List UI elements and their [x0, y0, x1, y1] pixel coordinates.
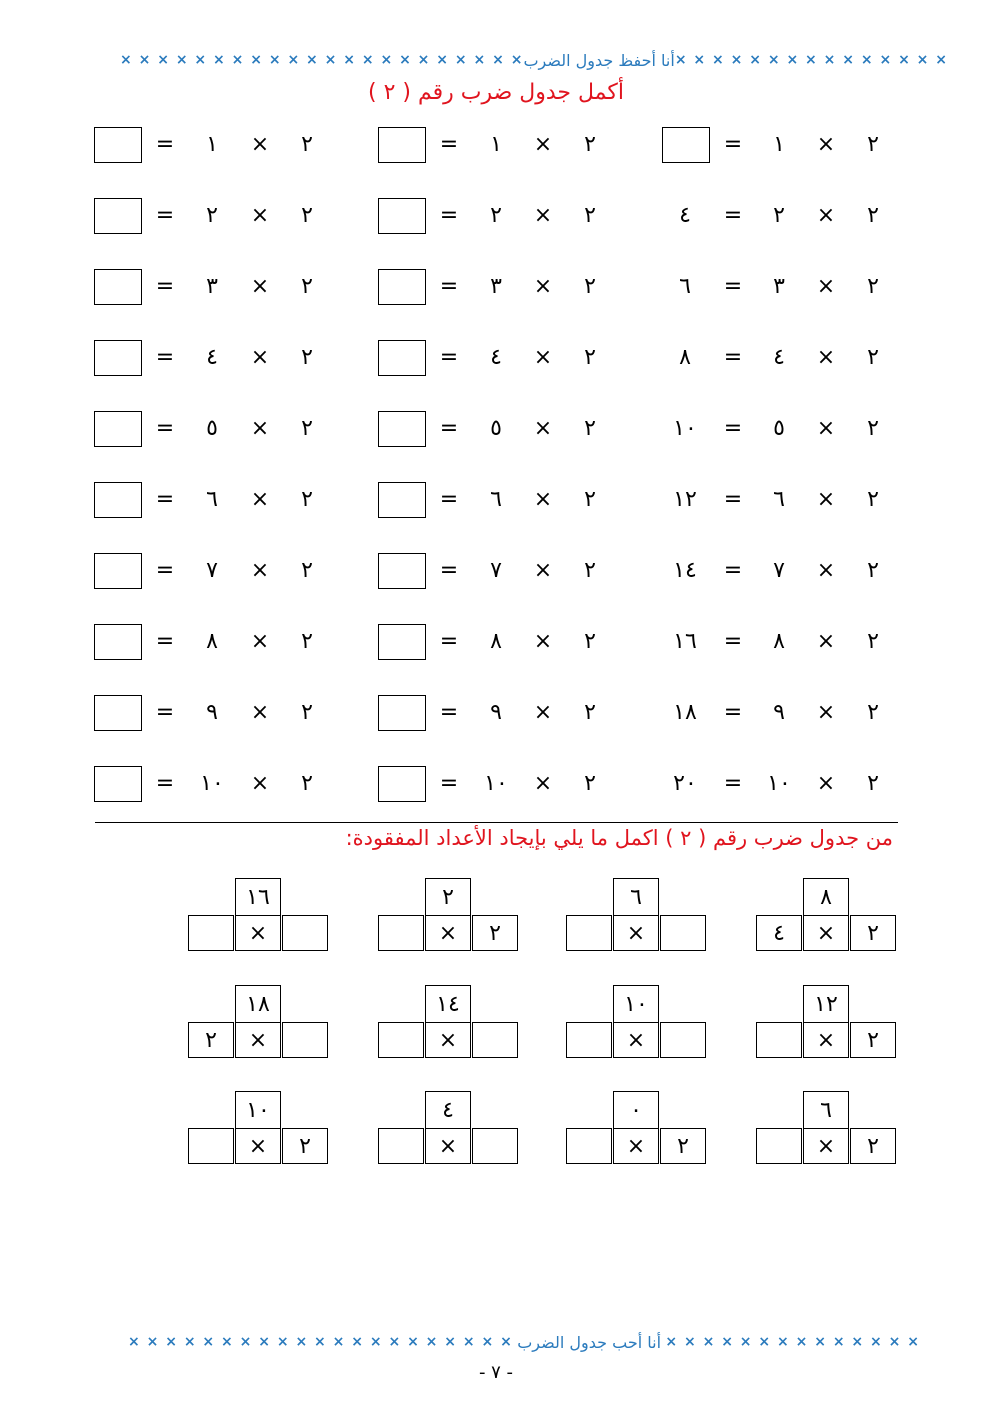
times-sign: × [816, 629, 836, 654]
answer-value: ١٤ [673, 558, 697, 583]
times-sign: × [816, 416, 836, 441]
answer-value: ١٢ [673, 487, 697, 512]
factor-two: ٢ [301, 416, 313, 441]
factor-two: ٢ [867, 771, 879, 796]
times-sign: × [816, 771, 836, 796]
tile-left-factor[interactable] [378, 1128, 424, 1164]
answer-value: ٤ [679, 203, 691, 228]
equals-sign: = [723, 629, 743, 654]
tile-product: ١٠ [613, 985, 659, 1023]
factor-n: ٤ [206, 345, 218, 370]
equals-sign: = [723, 771, 743, 796]
header-band-text: أنا أحفظ جدول الضرب [523, 50, 675, 70]
tile-times-sign: × [425, 915, 471, 951]
equals-sign: = [723, 274, 743, 299]
missing-number-tile [378, 985, 520, 1065]
equals-sign: = [155, 345, 175, 370]
equals-sign: = [439, 629, 459, 654]
equals-sign: = [155, 771, 175, 796]
answer-box[interactable] [94, 411, 142, 447]
header-band [120, 48, 949, 72]
answer-box[interactable] [378, 411, 426, 447]
times-sign: × [533, 629, 553, 654]
factor-n: ٨ [490, 629, 502, 654]
times-sign: × [533, 132, 553, 157]
factor-two: ٢ [301, 558, 313, 583]
answer-box[interactable] [94, 624, 142, 660]
tile-right-factor: ٢ [660, 1128, 706, 1164]
factor-two: ٢ [584, 274, 596, 299]
footer-band [128, 1330, 920, 1354]
answer-value: ٨ [679, 345, 691, 370]
answer-box[interactable] [94, 482, 142, 518]
factor-n: ٢ [773, 203, 785, 228]
equals-sign: = [439, 345, 459, 370]
tile-left-factor[interactable] [188, 915, 234, 951]
times-sign: × [533, 416, 553, 441]
factor-two: ٢ [867, 203, 879, 228]
page-number: - ٧ - [478, 1362, 514, 1383]
equals-sign: = [723, 132, 743, 157]
equals-sign: = [439, 558, 459, 583]
tile-left-factor[interactable] [566, 915, 612, 951]
footer-band-text: أنا أحب جدول الضرب [517, 1332, 662, 1352]
factor-n: ٧ [773, 558, 785, 583]
tile-left-factor: ٤ [756, 915, 802, 951]
times-sign: × [533, 203, 553, 228]
times-sign: × [250, 487, 270, 512]
equals-sign: = [155, 629, 175, 654]
tile-left-factor[interactable] [188, 1128, 234, 1164]
answer-box[interactable] [378, 695, 426, 731]
answer-box[interactable] [94, 198, 142, 234]
equals-sign: = [155, 132, 175, 157]
cross-marks-left: × × × × × × × × × × × × × × × × × × × × × [128, 1334, 513, 1350]
tile-times-sign: × [803, 1128, 849, 1164]
factor-n: ٦ [773, 487, 785, 512]
equals-sign: = [439, 132, 459, 157]
factor-n: ٣ [206, 274, 218, 299]
factor-two: ٢ [867, 700, 879, 725]
factor-two: ٢ [584, 416, 596, 441]
factor-two: ٢ [301, 274, 313, 299]
answer-box[interactable] [94, 340, 142, 376]
factor-n: ٦ [206, 487, 218, 512]
factor-two: ٢ [867, 487, 879, 512]
factor-n: ٣ [773, 274, 785, 299]
tile-times-sign: × [803, 1022, 849, 1058]
factor-two: ٢ [301, 700, 313, 725]
factor-n: ١٠ [484, 771, 508, 796]
factor-two: ٢ [584, 203, 596, 228]
equals-sign: = [155, 203, 175, 228]
factor-n: ٩ [490, 700, 502, 725]
factor-n: ٣ [490, 274, 502, 299]
times-sign: × [250, 771, 270, 796]
factor-n: ٥ [206, 416, 218, 441]
factor-two: ٢ [301, 771, 313, 796]
answer-box[interactable] [662, 127, 710, 163]
equals-sign: = [439, 700, 459, 725]
factor-two: ٢ [301, 629, 313, 654]
cross-marks-right: × × × × × × × × × × × × × × × [674, 52, 949, 68]
equals-sign: = [155, 558, 175, 583]
times-sign: × [250, 700, 270, 725]
factor-n: ٧ [490, 558, 502, 583]
factor-n: ٩ [773, 700, 785, 725]
factor-n: ٥ [773, 416, 785, 441]
times-sign: × [250, 629, 270, 654]
tile-left-factor[interactable] [378, 915, 424, 951]
factor-n: ٦ [490, 487, 502, 512]
tile-product: ٦ [803, 1091, 849, 1129]
factor-two: ٢ [867, 416, 879, 441]
tile-product: ١٤ [425, 985, 471, 1023]
factor-two: ٢ [867, 274, 879, 299]
section-instruction: من جدول ضرب رقم ( ٢ ) اكمل ما يلي بإيجاد الأعداد المفقودة: [345, 826, 893, 850]
tile-times-sign: × [235, 1128, 281, 1164]
answer-value: ١٦ [673, 629, 697, 654]
times-sign: × [816, 132, 836, 157]
answer-value: ٦ [679, 274, 691, 299]
missing-number-tile [188, 1091, 330, 1171]
answer-box[interactable] [378, 198, 426, 234]
missing-number-tile [378, 1091, 520, 1171]
factor-two: ٢ [584, 345, 596, 370]
times-sign: × [250, 558, 270, 583]
factor-n: ١ [773, 132, 785, 157]
times-sign: × [816, 700, 836, 725]
factor-n: ١٠ [200, 771, 224, 796]
times-sign: × [533, 345, 553, 370]
times-sign: × [816, 558, 836, 583]
factor-n: ٨ [206, 629, 218, 654]
times-sign: × [250, 132, 270, 157]
tile-right-factor[interactable] [472, 1022, 518, 1058]
times-sign: × [250, 416, 270, 441]
cross-marks-right: × × × × × × × × × × × × × × [665, 1334, 920, 1350]
cross-marks-left: × × × × × × × × × × × × × × × × × × × × × × [120, 52, 524, 68]
missing-number-tile [566, 878, 708, 958]
factor-n: ٢ [490, 203, 502, 228]
equals-sign: = [155, 487, 175, 512]
tile-left-factor: ٢ [188, 1022, 234, 1058]
tile-left-factor[interactable] [378, 1022, 424, 1058]
tile-times-sign: × [613, 1128, 659, 1164]
tile-times-sign: × [613, 915, 659, 951]
times-sign: × [533, 487, 553, 512]
tile-left-factor[interactable] [566, 1022, 612, 1058]
tile-right-factor[interactable] [472, 1128, 518, 1164]
answer-value: ٢٠ [673, 771, 697, 796]
factor-n: ١٠ [767, 771, 791, 796]
tile-right-factor[interactable] [282, 1022, 328, 1058]
factor-n: ٨ [773, 629, 785, 654]
times-sign: × [816, 203, 836, 228]
equals-sign: = [723, 558, 743, 583]
factor-two: ٢ [584, 132, 596, 157]
factor-two: ٢ [584, 558, 596, 583]
tile-left-factor[interactable] [756, 1128, 802, 1164]
tile-times-sign: × [803, 915, 849, 951]
factor-two: ٢ [301, 132, 313, 157]
tile-times-sign: × [425, 1128, 471, 1164]
factor-two: ٢ [301, 203, 313, 228]
factor-n: ٢ [206, 203, 218, 228]
tile-right-factor: ٢ [850, 915, 896, 951]
tile-product: ٢ [425, 878, 471, 916]
tile-right-factor: ٢ [850, 1022, 896, 1058]
answer-box[interactable] [378, 553, 426, 589]
factor-n: ٤ [490, 345, 502, 370]
factor-two: ٢ [867, 558, 879, 583]
equals-sign: = [723, 416, 743, 441]
answer-box[interactable] [378, 340, 426, 376]
factor-n: ١ [206, 132, 218, 157]
tile-right-factor[interactable] [660, 915, 706, 951]
missing-number-tile [756, 878, 898, 958]
tile-left-factor[interactable] [566, 1128, 612, 1164]
factor-two: ٢ [867, 629, 879, 654]
factor-n: ٩ [206, 700, 218, 725]
factor-n: ٧ [206, 558, 218, 583]
tile-product: ١٠ [235, 1091, 281, 1129]
tile-right-factor: ٢ [472, 915, 518, 951]
factor-two: ٢ [584, 487, 596, 512]
missing-number-tile [378, 878, 520, 958]
tile-right-factor[interactable] [660, 1022, 706, 1058]
answer-box[interactable] [378, 624, 426, 660]
tile-product: ١٢ [803, 985, 849, 1023]
factor-two: ٢ [584, 700, 596, 725]
factor-two: ٢ [584, 771, 596, 796]
factor-n: ٤ [773, 345, 785, 370]
times-sign: × [250, 203, 270, 228]
equals-sign: = [155, 700, 175, 725]
tile-times-sign: × [235, 915, 281, 951]
missing-number-tile [566, 985, 708, 1065]
factor-two: ٢ [867, 345, 879, 370]
tile-times-sign: × [613, 1022, 659, 1058]
tile-right-factor: ٢ [282, 1128, 328, 1164]
missing-number-tile [188, 878, 330, 958]
tile-product: ١٨ [235, 985, 281, 1023]
tile-right-factor[interactable] [282, 915, 328, 951]
answer-value: ١٠ [673, 416, 697, 441]
equals-sign: = [439, 487, 459, 512]
times-sign: × [533, 274, 553, 299]
divider [95, 822, 898, 823]
tile-product: ٠ [613, 1091, 659, 1129]
tile-left-factor[interactable] [756, 1022, 802, 1058]
tile-product: ٤ [425, 1091, 471, 1129]
tile-times-sign: × [425, 1022, 471, 1058]
missing-number-tile [188, 985, 330, 1065]
tile-right-factor: ٢ [850, 1128, 896, 1164]
answer-box[interactable] [94, 695, 142, 731]
times-sign: × [816, 274, 836, 299]
factor-two: ٢ [867, 132, 879, 157]
answer-box[interactable] [378, 482, 426, 518]
answer-value: ١٨ [673, 700, 697, 725]
equals-sign: = [155, 274, 175, 299]
answer-box[interactable] [378, 127, 426, 163]
tile-product: ١٦ [235, 878, 281, 916]
factor-n: ٥ [490, 416, 502, 441]
factor-n: ١ [490, 132, 502, 157]
times-sign: × [250, 274, 270, 299]
equals-sign: = [723, 700, 743, 725]
times-sign: × [533, 558, 553, 583]
page-title: أكمل جدول ضرب رقم ( ٢ ) [368, 80, 624, 105]
equals-sign: = [723, 203, 743, 228]
times-sign: × [816, 345, 836, 370]
times-sign: × [250, 345, 270, 370]
equals-sign: = [439, 274, 459, 299]
factor-two: ٢ [301, 345, 313, 370]
tile-times-sign: × [235, 1022, 281, 1058]
missing-number-tile [756, 1091, 898, 1171]
equals-sign: = [439, 416, 459, 441]
equals-sign: = [723, 345, 743, 370]
missing-number-tile [756, 985, 898, 1065]
answer-box[interactable] [94, 269, 142, 305]
missing-number-tile [566, 1091, 708, 1171]
times-sign: × [533, 700, 553, 725]
answer-box[interactable] [94, 553, 142, 589]
equals-sign: = [155, 416, 175, 441]
equals-sign: = [723, 487, 743, 512]
equals-sign: = [439, 771, 459, 796]
answer-box[interactable] [94, 127, 142, 163]
equals-sign: = [439, 203, 459, 228]
times-sign: × [816, 487, 836, 512]
times-sign: × [533, 771, 553, 796]
answer-box[interactable] [378, 269, 426, 305]
tile-product: ٦ [613, 878, 659, 916]
factor-two: ٢ [584, 629, 596, 654]
factor-two: ٢ [301, 487, 313, 512]
tile-product: ٨ [803, 878, 849, 916]
answer-box[interactable] [378, 766, 426, 802]
answer-box[interactable] [94, 766, 142, 802]
